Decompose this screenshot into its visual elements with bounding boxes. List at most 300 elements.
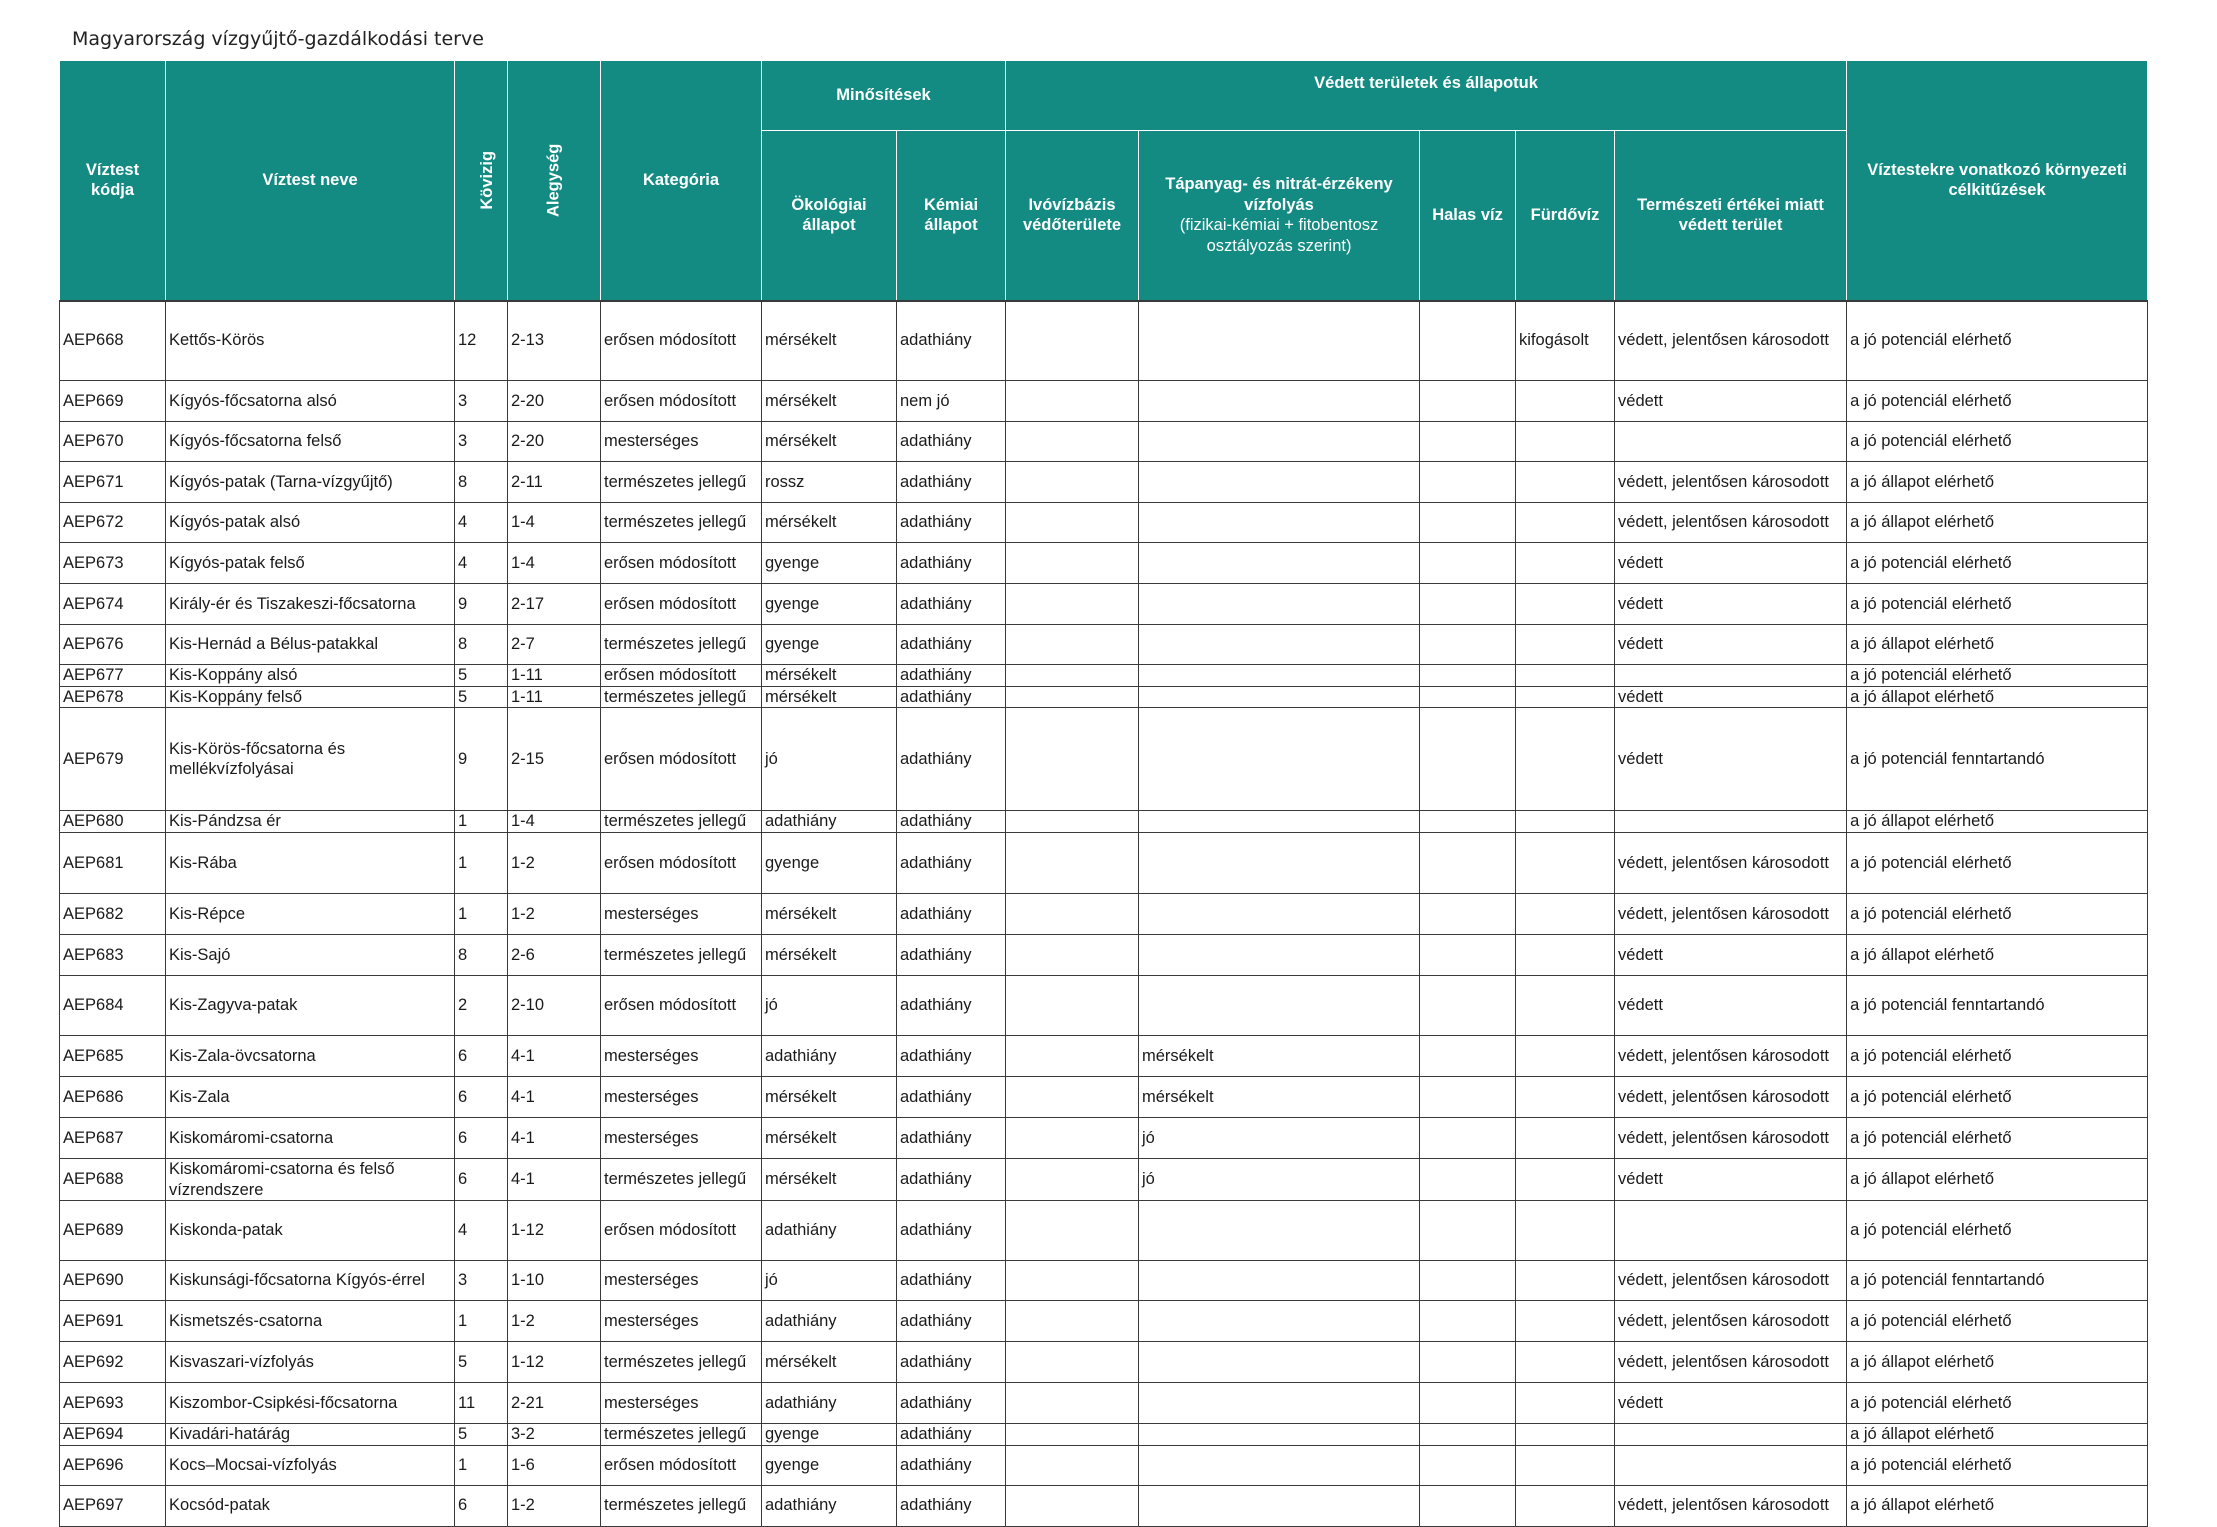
cell-nutrient	[1139, 301, 1420, 381]
cell-objective: a jó állapot elérhető	[1847, 811, 2148, 833]
cell-fish-water	[1420, 934, 1516, 975]
cell-nutrient	[1139, 381, 1420, 422]
cell-alegyseg: 1-4	[508, 811, 601, 833]
cell-category: természetes jellegű	[601, 503, 762, 543]
cell-nature-protected: védett, jelentősen károsodott	[1615, 462, 1847, 503]
cell-drinking-water	[1006, 503, 1139, 543]
cell-code: AEP671	[60, 462, 166, 503]
table-row	[60, 1301, 2148, 1342]
cell-kovizig: 4	[455, 1201, 508, 1261]
cell-bathing-water	[1516, 934, 1615, 975]
cell-nature-protected: védett, jelentősen károsodott	[1615, 832, 1847, 893]
cell-kovizig: 3	[455, 422, 508, 462]
cell-ecological: mérsékelt	[762, 665, 897, 687]
cell-category: erősen módosított	[601, 1445, 762, 1485]
cell-ecological: gyenge	[762, 1424, 897, 1446]
cell-nutrient	[1139, 422, 1420, 462]
cell-objective: a jó potenciál elérhető	[1847, 1076, 2148, 1117]
cell-name: Kígyós-patak (Tarna-vízgyűjtő)	[166, 462, 455, 503]
cell-chemical: adathiány	[897, 462, 1006, 503]
cell-ecological: gyenge	[762, 625, 897, 665]
cell-kovizig: 3	[455, 381, 508, 422]
table-row	[60, 503, 2148, 543]
cell-ecological: mérsékelt	[762, 1117, 897, 1158]
cell-bathing-water	[1516, 1445, 1615, 1485]
cell-ecological: jó	[762, 1261, 897, 1301]
header-ratings-group: Minősítések	[762, 61, 1006, 131]
cell-fish-water	[1420, 301, 1516, 381]
cell-nutrient	[1139, 893, 1420, 934]
cell-nature-protected: védett, jelentősen károsodott	[1615, 503, 1847, 543]
cell-code: AEP678	[60, 686, 166, 708]
cell-fish-water	[1420, 811, 1516, 833]
cell-chemical: adathiány	[897, 584, 1006, 625]
cell-category: mesterséges	[601, 1035, 762, 1076]
header-name: Víztest neve	[166, 61, 455, 301]
cell-bathing-water	[1516, 584, 1615, 625]
cell-code: AEP676	[60, 625, 166, 665]
cell-category: erősen módosított	[601, 381, 762, 422]
cell-category: erősen módosított	[601, 301, 762, 381]
cell-nature-protected: védett	[1615, 708, 1847, 811]
cell-bathing-water	[1516, 811, 1615, 833]
cell-chemical: adathiány	[897, 1445, 1006, 1485]
cell-chemical: adathiány	[897, 422, 1006, 462]
table-row	[60, 811, 2148, 833]
cell-name: Kiskomáromi-csatorna	[166, 1117, 455, 1158]
cell-ecological: gyenge	[762, 1445, 897, 1485]
cell-fish-water	[1420, 686, 1516, 708]
cell-nutrient	[1139, 708, 1420, 811]
header-category: Kategória	[601, 61, 762, 301]
cell-fish-water	[1420, 1261, 1516, 1301]
cell-bathing-water	[1516, 832, 1615, 893]
cell-objective: a jó potenciál elérhető	[1847, 301, 2148, 381]
cell-alegyseg: 4-1	[508, 1035, 601, 1076]
cell-bathing-water	[1516, 503, 1615, 543]
cell-name: Kiskomáromi-csatorna és felső vízrendszere	[166, 1158, 455, 1200]
cell-nature-protected: védett	[1615, 934, 1847, 975]
cell-bathing-water	[1516, 1342, 1615, 1383]
cell-name: Király-ér és Tiszakeszi-főcsatorna	[166, 584, 455, 625]
cell-nutrient	[1139, 686, 1420, 708]
cell-category: természetes jellegű	[601, 462, 762, 503]
cell-nutrient: mérsékelt	[1139, 1076, 1420, 1117]
cell-bathing-water	[1516, 1076, 1615, 1117]
cell-category: erősen módosított	[601, 665, 762, 687]
cell-chemical: adathiány	[897, 1076, 1006, 1117]
cell-drinking-water	[1006, 893, 1139, 934]
cell-bathing-water	[1516, 893, 1615, 934]
cell-nutrient	[1139, 584, 1420, 625]
cell-kovizig: 8	[455, 625, 508, 665]
cell-category: természetes jellegű	[601, 811, 762, 833]
cell-drinking-water	[1006, 665, 1139, 687]
cell-category: erősen módosított	[601, 1201, 762, 1261]
cell-bathing-water	[1516, 975, 1615, 1035]
cell-name: Kígyós-patak alsó	[166, 503, 455, 543]
cell-nature-protected: védett	[1615, 381, 1847, 422]
cell-code: AEP685	[60, 1035, 166, 1076]
cell-bathing-water	[1516, 625, 1615, 665]
cell-kovizig: 12	[455, 301, 508, 381]
cell-kovizig: 1	[455, 811, 508, 833]
header-alegyseg: Alegység	[508, 61, 601, 301]
cell-kovizig: 9	[455, 584, 508, 625]
cell-nutrient	[1139, 1261, 1420, 1301]
cell-category: mesterséges	[601, 1261, 762, 1301]
cell-code: AEP686	[60, 1076, 166, 1117]
cell-ecological: mérsékelt	[762, 893, 897, 934]
cell-objective: a jó potenciál elérhető	[1847, 1445, 2148, 1485]
cell-name: Kígyós-patak felső	[166, 543, 455, 584]
cell-chemical: adathiány	[897, 832, 1006, 893]
cell-bathing-water	[1516, 1485, 1615, 1526]
cell-category: természetes jellegű	[601, 1485, 762, 1526]
cell-ecological: jó	[762, 708, 897, 811]
cell-fish-water	[1420, 1301, 1516, 1342]
cell-ecological: mérsékelt	[762, 381, 897, 422]
cell-chemical: adathiány	[897, 1383, 1006, 1424]
cell-chemical: adathiány	[897, 1158, 1006, 1200]
header-chemical: Kémiai állapot	[897, 131, 1006, 301]
cell-nutrient	[1139, 462, 1420, 503]
cell-name: Kocsód-patak	[166, 1485, 455, 1526]
cell-category: erősen módosított	[601, 543, 762, 584]
cell-kovizig: 3	[455, 1261, 508, 1301]
cell-nature-protected: védett, jelentősen károsodott	[1615, 1117, 1847, 1158]
cell-name: Kivadári-határág	[166, 1424, 455, 1446]
cell-chemical: adathiány	[897, 503, 1006, 543]
cell-code: AEP673	[60, 543, 166, 584]
cell-kovizig: 4	[455, 543, 508, 584]
cell-nature-protected: védett	[1615, 543, 1847, 584]
cell-drinking-water	[1006, 1117, 1139, 1158]
table-row	[60, 543, 2148, 584]
cell-category: természetes jellegű	[601, 934, 762, 975]
cell-drinking-water	[1006, 934, 1139, 975]
cell-alegyseg: 3-2	[508, 1424, 601, 1446]
cell-code: AEP674	[60, 584, 166, 625]
table-row	[60, 934, 2148, 975]
table-row	[60, 625, 2148, 665]
cell-drinking-water	[1006, 1158, 1139, 1200]
cell-ecological: mérsékelt	[762, 1158, 897, 1200]
cell-nature-protected: védett, jelentősen károsodott	[1615, 1076, 1847, 1117]
cell-drinking-water	[1006, 1383, 1139, 1424]
table-row	[60, 584, 2148, 625]
cell-drinking-water	[1006, 1424, 1139, 1446]
cell-drinking-water	[1006, 708, 1139, 811]
cell-chemical: nem jó	[897, 381, 1006, 422]
cell-bathing-water	[1516, 1383, 1615, 1424]
cell-name: Kis-Rába	[166, 832, 455, 893]
table-row	[60, 686, 2148, 708]
cell-category: természetes jellegű	[601, 686, 762, 708]
cell-objective: a jó állapot elérhető	[1847, 462, 2148, 503]
cell-alegyseg: 1-12	[508, 1342, 601, 1383]
cell-objective: a jó potenciál elérhető	[1847, 1117, 2148, 1158]
cell-objective: a jó potenciál elérhető	[1847, 893, 2148, 934]
cell-code: AEP681	[60, 832, 166, 893]
cell-fish-water	[1420, 893, 1516, 934]
cell-kovizig: 2	[455, 975, 508, 1035]
cell-name: Kis-Zala	[166, 1076, 455, 1117]
cell-drinking-water	[1006, 625, 1139, 665]
cell-bathing-water	[1516, 686, 1615, 708]
cell-fish-water	[1420, 832, 1516, 893]
cell-alegyseg: 2-20	[508, 381, 601, 422]
cell-objective: a jó állapot elérhető	[1847, 1424, 2148, 1446]
cell-alegyseg: 1-2	[508, 1485, 601, 1526]
cell-fish-water	[1420, 708, 1516, 811]
cell-alegyseg: 2-11	[508, 462, 601, 503]
cell-chemical: adathiány	[897, 975, 1006, 1035]
cell-name: Kismetszés-csatorna	[166, 1301, 455, 1342]
cell-nutrient	[1139, 975, 1420, 1035]
cell-kovizig: 4	[455, 503, 508, 543]
cell-name: Kiskunsági-főcsatorna Kígyós-érrel	[166, 1261, 455, 1301]
cell-kovizig: 1	[455, 1301, 508, 1342]
cell-nutrient	[1139, 1485, 1420, 1526]
cell-alegyseg: 2-10	[508, 975, 601, 1035]
cell-name: Kis-Pándzsa ér	[166, 811, 455, 833]
cell-category: mesterséges	[601, 893, 762, 934]
cell-objective: a jó állapot elérhető	[1847, 686, 2148, 708]
cell-objective: a jó állapot elérhető	[1847, 625, 2148, 665]
cell-objective: a jó állapot elérhető	[1847, 934, 2148, 975]
water-body-table	[59, 60, 2148, 1527]
cell-drinking-water	[1006, 975, 1139, 1035]
cell-kovizig: 1	[455, 1445, 508, 1485]
cell-chemical: adathiány	[897, 1485, 1006, 1526]
cell-code: AEP690	[60, 1261, 166, 1301]
cell-bathing-water	[1516, 422, 1615, 462]
cell-chemical: adathiány	[897, 1035, 1006, 1076]
cell-kovizig: 6	[455, 1076, 508, 1117]
cell-objective: a jó potenciál elérhető	[1847, 1383, 2148, 1424]
cell-nature-protected: védett, jelentősen károsodott	[1615, 1035, 1847, 1076]
cell-ecological: mérsékelt	[762, 1342, 897, 1383]
cell-ecological: gyenge	[762, 832, 897, 893]
cell-bathing-water	[1516, 543, 1615, 584]
header-nutrient-subtitle: (fizikai-kémiai + fitobentosz osztályozás szerint)	[1179, 216, 1379, 255]
cell-code: AEP689	[60, 1201, 166, 1261]
cell-chemical: adathiány	[897, 934, 1006, 975]
table-row	[60, 893, 2148, 934]
cell-chemical: adathiány	[897, 301, 1006, 381]
cell-drinking-water	[1006, 381, 1139, 422]
cell-nutrient	[1139, 811, 1420, 833]
cell-nature-protected: védett	[1615, 686, 1847, 708]
cell-fish-water	[1420, 1035, 1516, 1076]
cell-code: AEP687	[60, 1117, 166, 1158]
cell-alegyseg: 1-11	[508, 686, 601, 708]
cell-bathing-water	[1516, 462, 1615, 503]
cell-objective: a jó potenciál fenntartandó	[1847, 975, 2148, 1035]
cell-code: AEP691	[60, 1301, 166, 1342]
table-row	[60, 1445, 2148, 1485]
cell-fish-water	[1420, 422, 1516, 462]
cell-bathing-water: kifogásolt	[1516, 301, 1615, 381]
header-ecological: Ökológiai állapot	[762, 131, 897, 301]
cell-fish-water	[1420, 1117, 1516, 1158]
cell-chemical: adathiány	[897, 1342, 1006, 1383]
cell-nature-protected: védett, jelentősen károsodott	[1615, 1342, 1847, 1383]
cell-fish-water	[1420, 1424, 1516, 1446]
cell-nature-protected	[1615, 1201, 1847, 1261]
cell-code: AEP682	[60, 893, 166, 934]
table-body	[60, 301, 2148, 1527]
cell-chemical: adathiány	[897, 1117, 1006, 1158]
cell-kovizig: 5	[455, 665, 508, 687]
table-row	[60, 422, 2148, 462]
cell-drinking-water	[1006, 422, 1139, 462]
cell-drinking-water	[1006, 832, 1139, 893]
cell-fish-water	[1420, 1485, 1516, 1526]
cell-objective: a jó potenciál fenntartandó	[1847, 1261, 2148, 1301]
cell-objective: a jó állapot elérhető	[1847, 1485, 2148, 1526]
cell-drinking-water	[1006, 1301, 1139, 1342]
cell-bathing-water	[1516, 708, 1615, 811]
cell-alegyseg: 1-12	[508, 1201, 601, 1261]
cell-nature-protected: védett	[1615, 1158, 1847, 1200]
document-title: Magyarország vízgyűjtő-gazdálkodási terve	[72, 28, 484, 50]
cell-objective: a jó állapot elérhető	[1847, 1158, 2148, 1200]
cell-drinking-water	[1006, 1201, 1139, 1261]
cell-name: Kocs–Mocsai-vízfolyás	[166, 1445, 455, 1485]
cell-name: Kis-Körös-főcsatorna és mellékvízfolyásai	[166, 708, 455, 811]
cell-fish-water	[1420, 665, 1516, 687]
cell-alegyseg: 1-10	[508, 1261, 601, 1301]
header-objectives: Víztestekre vonatkozó környezeti célkitűzések	[1847, 61, 2148, 301]
cell-ecological: mérsékelt	[762, 934, 897, 975]
cell-bathing-water	[1516, 1201, 1615, 1261]
cell-chemical: adathiány	[897, 708, 1006, 811]
cell-code: AEP693	[60, 1383, 166, 1424]
cell-objective: a jó potenciál elérhető	[1847, 422, 2148, 462]
cell-name: Kis-Koppány alsó	[166, 665, 455, 687]
cell-ecological: adathiány	[762, 1301, 897, 1342]
cell-chemical: adathiány	[897, 893, 1006, 934]
cell-nature-protected: védett	[1615, 975, 1847, 1035]
cell-ecological: adathiány	[762, 1485, 897, 1526]
table-row	[60, 301, 2148, 381]
cell-drinking-water	[1006, 686, 1139, 708]
cell-objective: a jó potenciál elérhető	[1847, 1301, 2148, 1342]
cell-objective: a jó potenciál fenntartandó	[1847, 708, 2148, 811]
cell-drinking-water	[1006, 543, 1139, 584]
table-row	[60, 1158, 2148, 1200]
table-row	[60, 1076, 2148, 1117]
cell-kovizig: 5	[455, 1424, 508, 1446]
cell-kovizig: 6	[455, 1035, 508, 1076]
cell-nutrient: mérsékelt	[1139, 1035, 1420, 1076]
cell-alegyseg: 2-6	[508, 934, 601, 975]
cell-alegyseg: 1-2	[508, 893, 601, 934]
cell-alegyseg: 2-21	[508, 1383, 601, 1424]
cell-name: Kis-Répce	[166, 893, 455, 934]
cell-ecological: adathiány	[762, 1383, 897, 1424]
cell-bathing-water	[1516, 1424, 1615, 1446]
cell-fish-water	[1420, 1158, 1516, 1200]
cell-alegyseg: 4-1	[508, 1076, 601, 1117]
cell-nutrient	[1139, 934, 1420, 975]
cell-alegyseg: 1-2	[508, 832, 601, 893]
cell-fish-water	[1420, 1201, 1516, 1261]
cell-kovizig: 5	[455, 1342, 508, 1383]
cell-ecological: mérsékelt	[762, 1076, 897, 1117]
cell-objective: a jó potenciál elérhető	[1847, 543, 2148, 584]
table-row	[60, 832, 2148, 893]
table-row	[60, 1424, 2148, 1446]
cell-bathing-water	[1516, 1261, 1615, 1301]
cell-name: Kiszombor-Csipkési-főcsatorna	[166, 1383, 455, 1424]
cell-chemical: adathiány	[897, 811, 1006, 833]
cell-chemical: adathiány	[897, 1201, 1006, 1261]
cell-fish-water	[1420, 1076, 1516, 1117]
cell-objective: a jó potenciál elérhető	[1847, 584, 2148, 625]
cell-kovizig: 5	[455, 686, 508, 708]
cell-name: Kis-Zagyva-patak	[166, 975, 455, 1035]
cell-drinking-water	[1006, 1035, 1139, 1076]
table-row	[60, 975, 2148, 1035]
cell-category: természetes jellegű	[601, 1424, 762, 1446]
cell-alegyseg: 1-6	[508, 1445, 601, 1485]
cell-name: Kígyós-főcsatorna alsó	[166, 381, 455, 422]
header-nutrient	[1139, 131, 1420, 301]
cell-code: AEP694	[60, 1424, 166, 1446]
cell-fish-water	[1420, 584, 1516, 625]
cell-chemical: adathiány	[897, 625, 1006, 665]
cell-nutrient	[1139, 665, 1420, 687]
cell-bathing-water	[1516, 1035, 1615, 1076]
cell-category: természetes jellegű	[601, 1342, 762, 1383]
cell-name: Kiskonda-patak	[166, 1201, 455, 1261]
cell-nature-protected	[1615, 1424, 1847, 1446]
cell-category: mesterséges	[601, 1383, 762, 1424]
cell-objective: a jó potenciál elérhető	[1847, 381, 2148, 422]
cell-objective: a jó állapot elérhető	[1847, 1342, 2148, 1383]
cell-kovizig: 8	[455, 934, 508, 975]
cell-kovizig: 8	[455, 462, 508, 503]
cell-alegyseg: 2-15	[508, 708, 601, 811]
cell-code: AEP696	[60, 1445, 166, 1485]
cell-drinking-water	[1006, 1485, 1139, 1526]
header-nutrient-title: Tápanyag- és nitrát-érzékeny vízfolyás	[1165, 175, 1393, 214]
cell-ecological: adathiány	[762, 1035, 897, 1076]
cell-category: természetes jellegű	[601, 1158, 762, 1200]
cell-code: AEP683	[60, 934, 166, 975]
cell-fish-water	[1420, 543, 1516, 584]
table-row	[60, 1117, 2148, 1158]
cell-category: mesterséges	[601, 1301, 762, 1342]
cell-code: AEP680	[60, 811, 166, 833]
cell-drinking-water	[1006, 1076, 1139, 1117]
cell-alegyseg: 2-7	[508, 625, 601, 665]
cell-drinking-water	[1006, 811, 1139, 833]
header-nature-protected: Természeti értékei miatt védett terület	[1615, 131, 1847, 301]
table-row	[60, 708, 2148, 811]
cell-fish-water	[1420, 1342, 1516, 1383]
table-header	[60, 61, 2148, 301]
table-row	[60, 381, 2148, 422]
cell-drinking-water	[1006, 1445, 1139, 1485]
cell-nature-protected: védett, jelentősen károsodott	[1615, 893, 1847, 934]
cell-nutrient	[1139, 1201, 1420, 1261]
cell-ecological: adathiány	[762, 1201, 897, 1261]
table-row	[60, 665, 2148, 687]
